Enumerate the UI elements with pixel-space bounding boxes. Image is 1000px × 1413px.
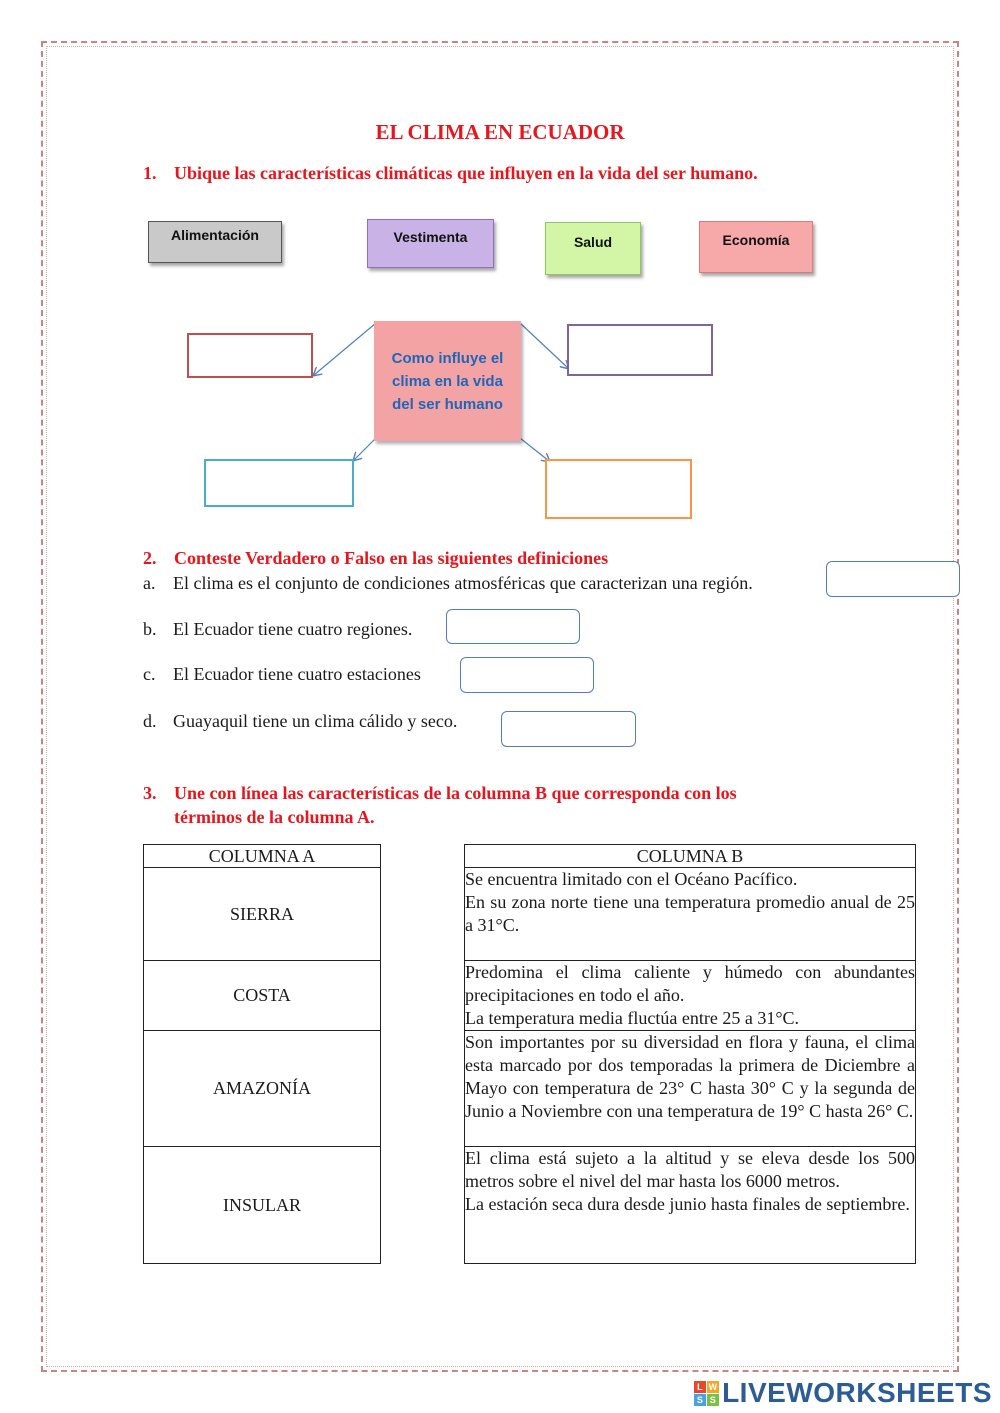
section3-line1: Une con línea las características de la columna B que corresponda con los xyxy=(174,783,737,803)
tf-item-a-letter: a. xyxy=(143,573,156,593)
section3-heading xyxy=(143,781,843,831)
column-a-cell[interactable]: COSTA xyxy=(144,961,381,1031)
center-concept-box xyxy=(374,321,521,441)
column-a-cell[interactable]: AMAZONÍA xyxy=(144,1031,381,1147)
column-b-text: Se encuentra limitado con el Océano Pacífico. xyxy=(465,869,798,889)
tf-answer-b[interactable] xyxy=(446,609,580,644)
column-b-text: Predomina el clima caliente y húmedo con abundantes precipitaciones en todo el año. xyxy=(465,962,915,1005)
worksheet-title: EL CLIMA EN ECUADOR xyxy=(375,120,625,144)
column-a-cell[interactable]: INSULAR xyxy=(144,1147,381,1264)
center-concept-text: Como influye el clima en la vida del ser humano xyxy=(391,349,504,413)
tag-economia-label: Economía xyxy=(722,232,790,248)
tf-item-a-text: El clima es el conjunto de condiciones atmosféricas que caracterizan una región. xyxy=(173,573,753,593)
column-b-header: COLUMNA B xyxy=(465,845,916,868)
section2-number: 2. xyxy=(143,548,157,568)
tf-item-c-text: El Ecuador tiene cuatro estaciones xyxy=(173,664,421,684)
column-b-cell[interactable] xyxy=(465,961,916,1031)
tf-item-c-letter: c. xyxy=(143,664,156,684)
column-b-text: Son importantes por su diversidad en flora y fauna, el clima esta marcado por dos temporadas la primera de Diciembre a Mayo con temperatura de 23° C hasta 30° C y la segunda de Junio a Noviembre con una temperatura de 19° C hasta 26° C. xyxy=(465,1032,915,1121)
drop-box-bottom-right[interactable] xyxy=(545,459,692,519)
column-b-text: La temperatura media fluctúa entre 25 a 31°C. xyxy=(465,1008,800,1028)
tf-item-b-letter: b. xyxy=(143,619,157,639)
tf-item-d-letter: d. xyxy=(143,711,157,731)
tag-alimentacion[interactable] xyxy=(148,221,282,263)
column-a-table xyxy=(143,844,381,1264)
column-b-text: La estación seca dura desde junio hasta finales de septiembre. xyxy=(465,1194,910,1214)
column-b-cell[interactable] xyxy=(465,1147,916,1264)
column-b-cell[interactable] xyxy=(465,868,916,961)
logo-mark-icon: L W S S xyxy=(694,1381,719,1406)
tag-salud-label: Salud xyxy=(573,233,613,250)
column-b-cell[interactable] xyxy=(465,1031,916,1147)
drop-box-left[interactable] xyxy=(187,333,313,378)
column-b-table xyxy=(464,844,916,1264)
tf-item-d-text: Guayaquil tiene un clima cálido y seco. xyxy=(173,711,458,731)
tag-economia[interactable] xyxy=(699,221,813,273)
drop-box-right[interactable] xyxy=(567,324,713,376)
tag-alimentacion-label: Alimentación xyxy=(171,227,259,243)
section3-number: 3. xyxy=(143,783,157,803)
tag-vestimenta[interactable] xyxy=(367,219,494,268)
column-a-cell[interactable]: SIERRA xyxy=(144,868,381,961)
tf-answer-a[interactable] xyxy=(826,561,960,597)
drop-box-bottom-left[interactable] xyxy=(204,459,354,507)
tf-item-b-text: El Ecuador tiene cuatro regiones. xyxy=(173,619,413,639)
section1-number: 1. xyxy=(143,163,157,183)
tag-vestimenta-label: Vestimenta xyxy=(393,228,468,245)
section1-text: Ubique las características climáticas que influyen en la vida del ser humano. xyxy=(174,163,758,183)
tf-answer-d[interactable] xyxy=(501,711,636,747)
column-a-header: COLUMNA A xyxy=(144,845,381,868)
tf-answer-c[interactable] xyxy=(460,657,594,693)
tag-salud[interactable] xyxy=(545,222,641,275)
section2-text: Conteste Verdadero o Falso en las siguientes definiciones xyxy=(174,548,609,568)
column-b-text: En su zona norte tiene una temperatura promedio anual de 25 a 31°C. xyxy=(465,892,915,935)
column-b-text: El clima está sujeto a la altitud y se eleva desde los 500 metros sobre el nivel del mar hasta los 6000 metros. xyxy=(465,1148,915,1191)
logo-brand-text: LIVEWORKSHEETS xyxy=(722,1377,992,1408)
section3-line2: términos de la columna A. xyxy=(174,807,375,827)
liveworksheets-logo xyxy=(694,1377,992,1409)
